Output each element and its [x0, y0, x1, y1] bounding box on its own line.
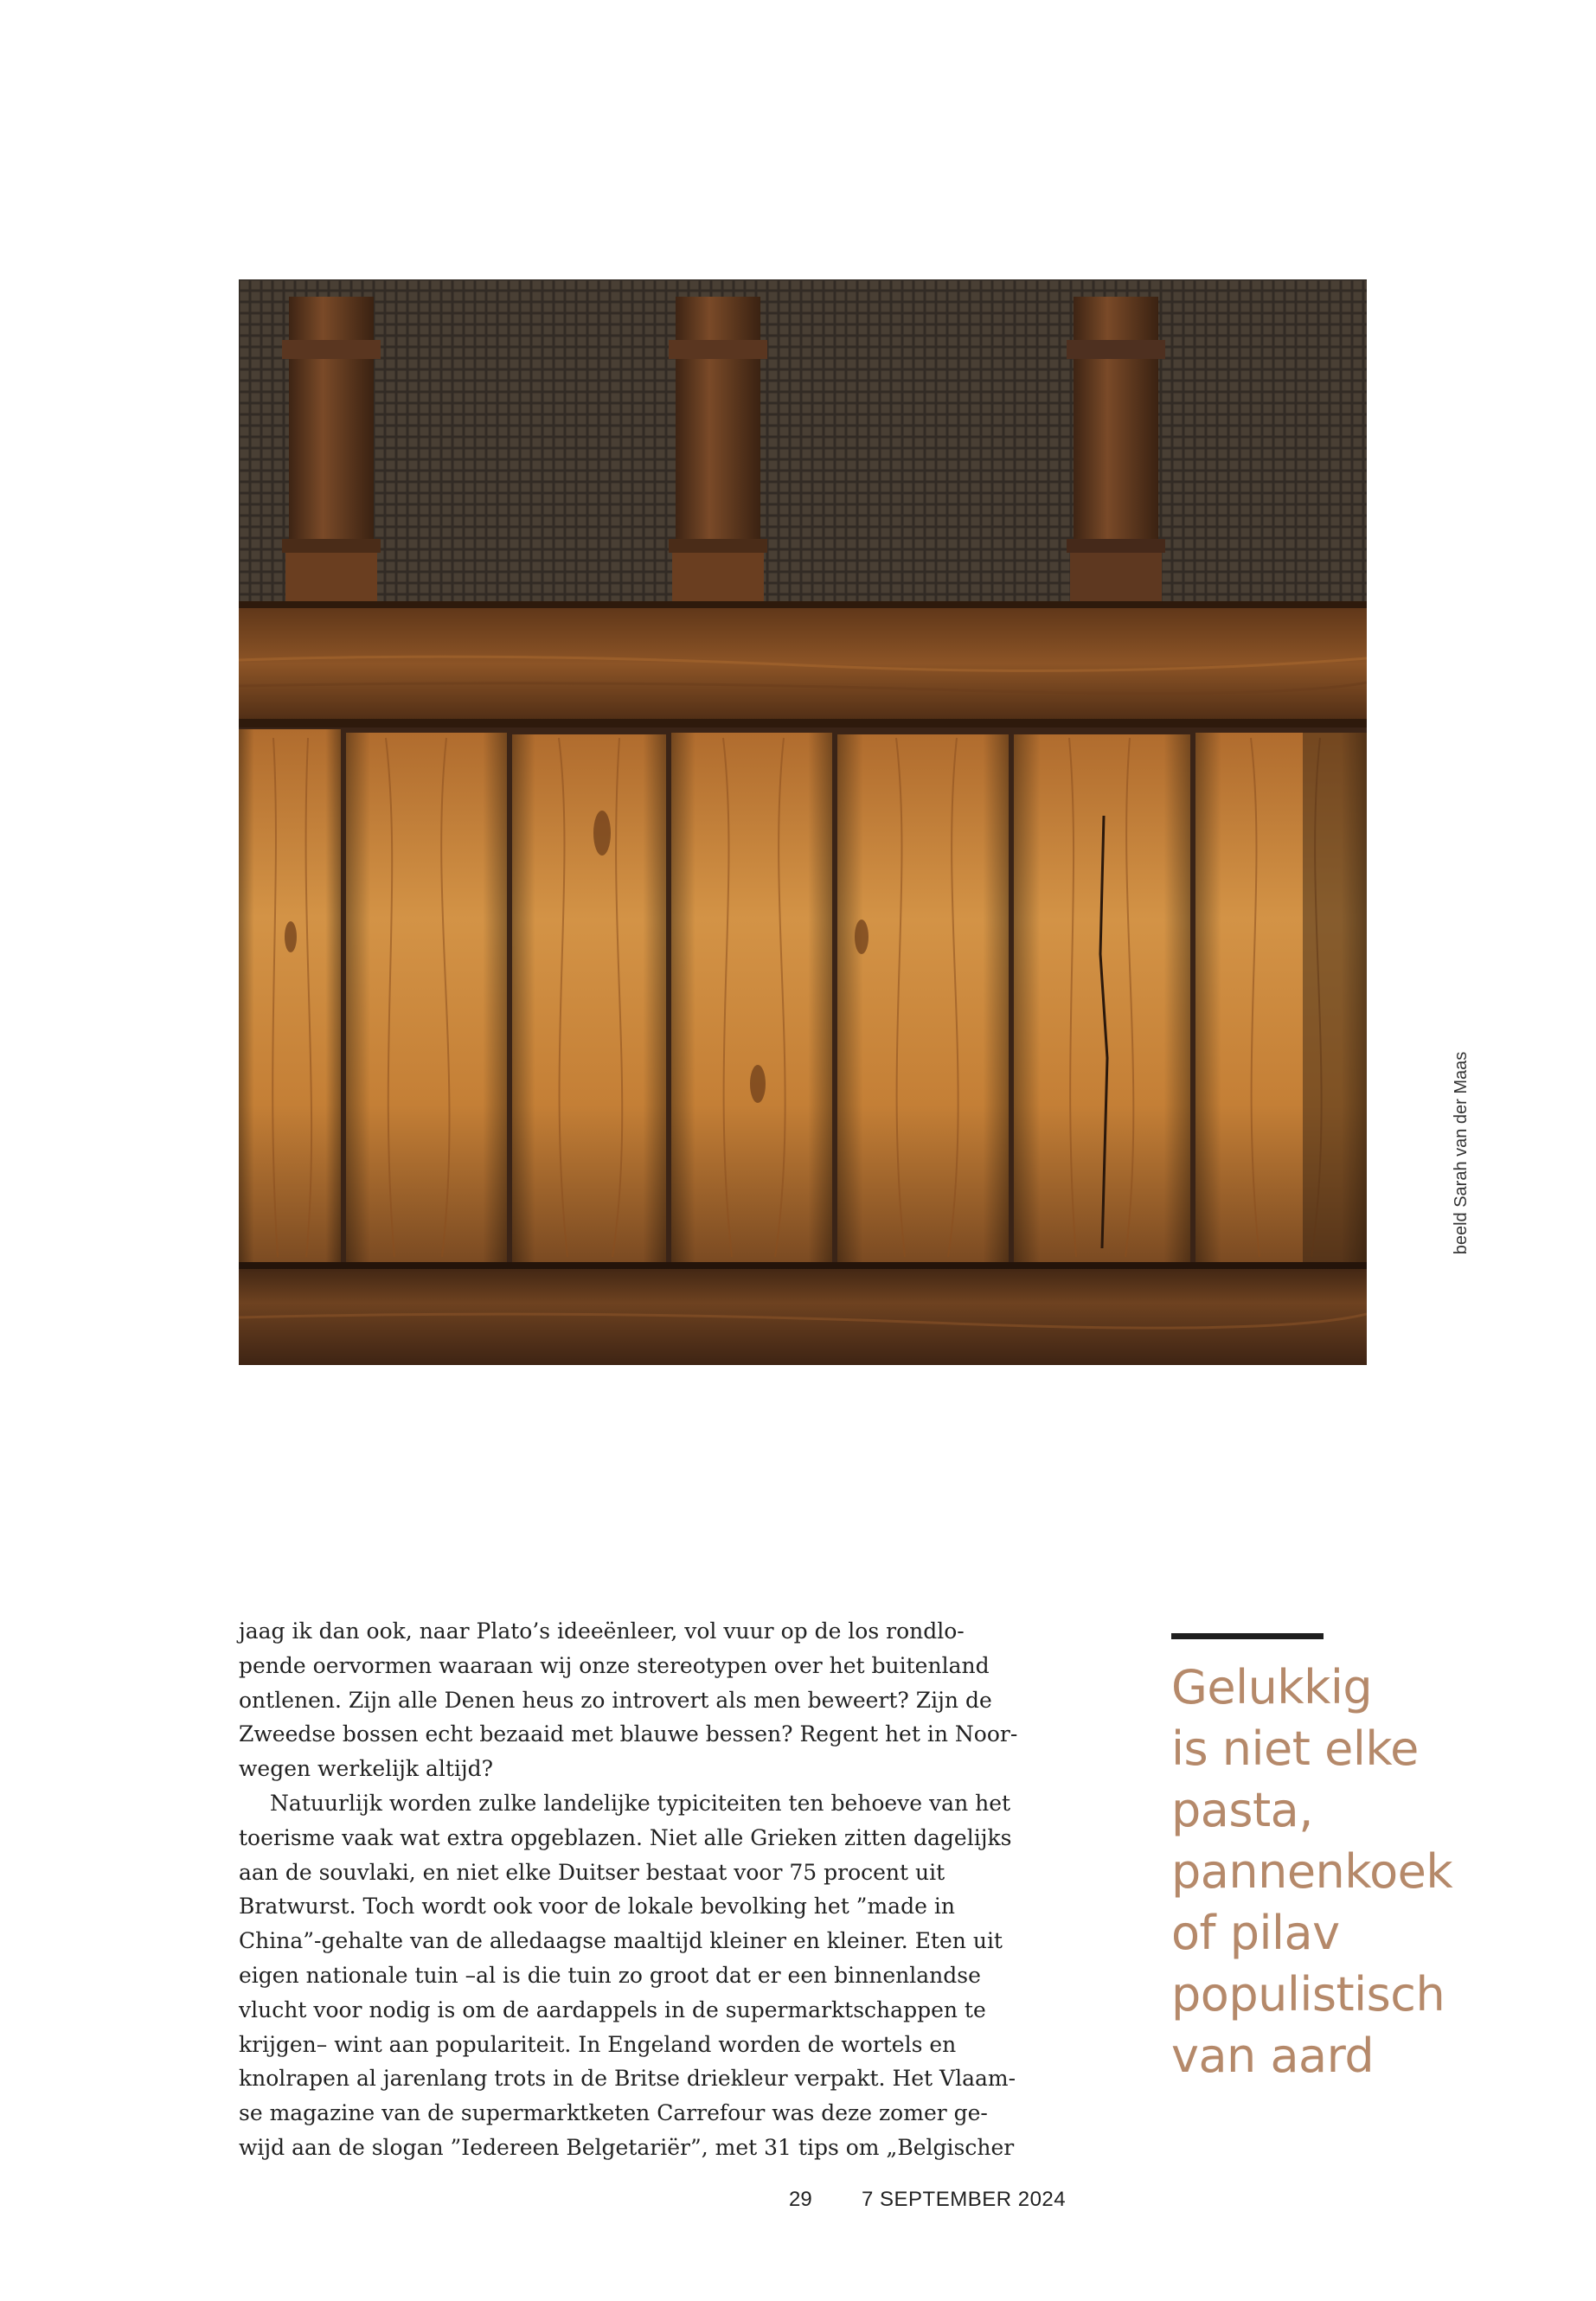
article-paragraph: jaag ik dan ook, naar Plato’s ideeënleer, vol vuur op de los rondlo- pende oervormen waaraan wij onze stereotypen over het buitenland ontlenen. Zijn alle Denen heus zo introvert als men beweert? Zijn de Zweedse bossen echt bezaaid met blauwe bessen? Regent het in Noor- wegen werkelijk altijd?: [239, 1618, 1018, 1782]
pull-quote: [1171, 1657, 1543, 2086]
pull-quote-line: is niet elke: [1171, 1721, 1419, 1776]
pull-quote-rule: [1171, 1633, 1324, 1639]
issue-date: 7 SEPTEMBER 2024: [862, 2188, 1067, 2211]
photo-credit: beeld Sarah van der Maas: [1452, 1051, 1471, 1255]
pull-quote-line: van aard: [1171, 2029, 1375, 2083]
article-body: [239, 1614, 1035, 2165]
article-paragraph: Natuurlijk worden zulke landelijke typiciteiten ten behoeve van het toerisme vaak wat extra opgeblazen. Niet alle Grieken zitten dagelijks aan de souvlaki, en niet elke Duitser bestaat voor 75 procent uit Bratwurst. Toch wordt ook voor de lokale bevolking het ”made in China”-gehalte van de alledaagse maaltijd kleiner en kleiner. Eten uit eigen nationale tuin –al is die tuin zo groot dat er een binnenlandse vlucht voor nodig is om de aardappels in de supermarktschappen te krijgen– wint aan populariteit. In Engeland worden de wortels en knolrapen al jarenlang trots in de Britse driekleur verpakt. Het Vlaam- se magazine van de supermarktketen Carrefour was deze zomer ge- wijd aan de slogan ”Iedereen Belgetariër”, met 31 tips om „Belgischer: [239, 1790, 1016, 2160]
pull-quote-line: populistisch: [1171, 1967, 1445, 2022]
page-footer: [0, 2188, 1596, 2219]
wooden-wall-photo: [239, 279, 1367, 1365]
pull-quote-line: pasta,: [1171, 1783, 1313, 1837]
pull-quote-line: of pilav: [1171, 1906, 1340, 1960]
page-number: 29: [789, 2188, 812, 2211]
pull-quote-line: pannenkoek: [1171, 1844, 1453, 1899]
planks: [239, 729, 1367, 1266]
pull-quote-line: Gelukkig: [1171, 1660, 1373, 1715]
